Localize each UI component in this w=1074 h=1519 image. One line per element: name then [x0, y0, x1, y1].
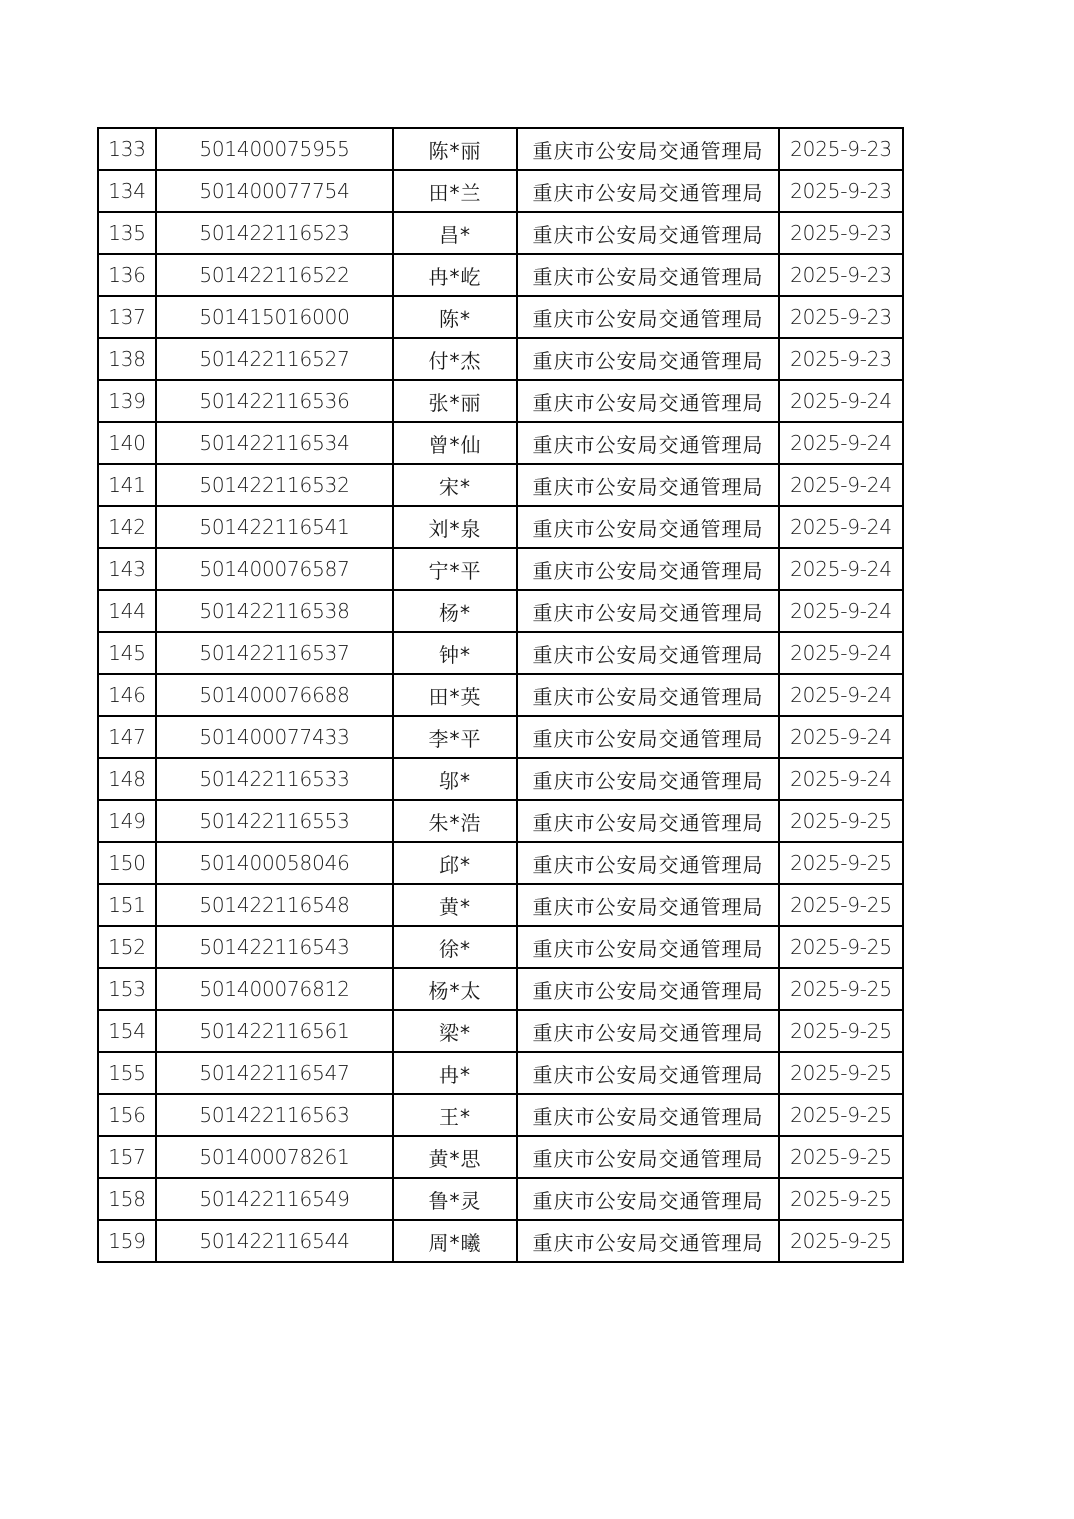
record-id-cell: 501400076587 — [156, 548, 393, 590]
record-number-cell: 152 — [98, 926, 156, 968]
record-name-cell: 梁* — [393, 1010, 517, 1052]
record-org-cell: 重庆市公安局交通管理局 — [517, 1220, 779, 1262]
record-org-cell: 重庆市公安局交通管理局 — [517, 1010, 779, 1052]
record-org-cell: 重庆市公安局交通管理局 — [517, 842, 779, 884]
record-id-cell: 501400076688 — [156, 674, 393, 716]
record-date-cell: 2025-9-25 — [779, 1220, 903, 1262]
record-org-cell: 重庆市公安局交通管理局 — [517, 128, 779, 170]
record-id-cell: 501400078261 — [156, 1136, 393, 1178]
table-row — [98, 1052, 903, 1094]
table-row — [98, 674, 903, 716]
table-row — [98, 506, 903, 548]
record-id-cell: 501422116548 — [156, 884, 393, 926]
record-name-cell: 田*英 — [393, 674, 517, 716]
record-name-cell: 陈*丽 — [393, 128, 517, 170]
record-date-cell: 2025-9-24 — [779, 590, 903, 632]
table-row — [98, 380, 903, 422]
record-org-cell: 重庆市公安局交通管理局 — [517, 338, 779, 380]
record-org-cell: 重庆市公安局交通管理局 — [517, 464, 779, 506]
record-name-cell: 冉*屹 — [393, 254, 517, 296]
record-number-cell: 151 — [98, 884, 156, 926]
table-row — [98, 1178, 903, 1220]
record-name-cell: 徐* — [393, 926, 517, 968]
record-number-cell: 136 — [98, 254, 156, 296]
table-row — [98, 716, 903, 758]
table-row — [98, 590, 903, 632]
record-name-cell: 刘*泉 — [393, 506, 517, 548]
record-number-cell: 153 — [98, 968, 156, 1010]
record-id-cell: 501422116537 — [156, 632, 393, 674]
record-name-cell: 李*平 — [393, 716, 517, 758]
table-row — [98, 800, 903, 842]
record-number-cell: 146 — [98, 674, 156, 716]
table-row — [98, 758, 903, 800]
record-date-cell: 2025-9-25 — [779, 800, 903, 842]
record-number-cell: 144 — [98, 590, 156, 632]
record-number-cell: 135 — [98, 212, 156, 254]
record-number-cell: 159 — [98, 1220, 156, 1262]
record-date-cell: 2025-9-24 — [779, 716, 903, 758]
record-org-cell: 重庆市公安局交通管理局 — [517, 758, 779, 800]
record-id-cell: 501422116553 — [156, 800, 393, 842]
record-id-cell: 501422116532 — [156, 464, 393, 506]
record-id-cell: 501415016000 — [156, 296, 393, 338]
record-id-cell: 501400077754 — [156, 170, 393, 212]
record-number-cell: 141 — [98, 464, 156, 506]
record-org-cell: 重庆市公安局交通管理局 — [517, 212, 779, 254]
record-number-cell: 137 — [98, 296, 156, 338]
record-date-cell: 2025-9-25 — [779, 1094, 903, 1136]
records-table — [97, 127, 904, 1263]
table-row — [98, 884, 903, 926]
record-date-cell: 2025-9-24 — [779, 758, 903, 800]
record-name-cell: 周*曦 — [393, 1220, 517, 1262]
record-id-cell: 501400058046 — [156, 842, 393, 884]
record-org-cell: 重庆市公安局交通管理局 — [517, 380, 779, 422]
record-number-cell: 155 — [98, 1052, 156, 1094]
record-name-cell: 邱* — [393, 842, 517, 884]
record-org-cell: 重庆市公安局交通管理局 — [517, 170, 779, 212]
record-org-cell: 重庆市公安局交通管理局 — [517, 1178, 779, 1220]
table-row — [98, 1136, 903, 1178]
record-number-cell: 148 — [98, 758, 156, 800]
record-number-cell: 143 — [98, 548, 156, 590]
record-id-cell: 501422116523 — [156, 212, 393, 254]
record-number-cell: 140 — [98, 422, 156, 464]
table-row — [98, 464, 903, 506]
table-row — [98, 254, 903, 296]
table-row — [98, 548, 903, 590]
record-number-cell: 145 — [98, 632, 156, 674]
record-date-cell: 2025-9-24 — [779, 632, 903, 674]
record-org-cell: 重庆市公安局交通管理局 — [517, 632, 779, 674]
record-number-cell: 150 — [98, 842, 156, 884]
record-date-cell: 2025-9-24 — [779, 548, 903, 590]
record-date-cell: 2025-9-24 — [779, 674, 903, 716]
record-id-cell: 501422116527 — [156, 338, 393, 380]
record-number-cell: 133 — [98, 128, 156, 170]
table-row — [98, 968, 903, 1010]
record-id-cell: 501422116547 — [156, 1052, 393, 1094]
record-name-cell: 邬* — [393, 758, 517, 800]
record-id-cell: 501422116563 — [156, 1094, 393, 1136]
record-id-cell: 501400075955 — [156, 128, 393, 170]
record-org-cell: 重庆市公安局交通管理局 — [517, 1052, 779, 1094]
record-date-cell: 2025-9-24 — [779, 506, 903, 548]
record-number-cell: 149 — [98, 800, 156, 842]
record-id-cell: 501422116549 — [156, 1178, 393, 1220]
record-date-cell: 2025-9-25 — [779, 1178, 903, 1220]
table-row — [98, 842, 903, 884]
record-number-cell: 158 — [98, 1178, 156, 1220]
table-row — [98, 1094, 903, 1136]
record-date-cell: 2025-9-23 — [779, 254, 903, 296]
record-name-cell: 鲁*灵 — [393, 1178, 517, 1220]
record-number-cell: 157 — [98, 1136, 156, 1178]
record-org-cell: 重庆市公安局交通管理局 — [517, 1094, 779, 1136]
record-date-cell: 2025-9-24 — [779, 464, 903, 506]
record-name-cell: 钟* — [393, 632, 517, 674]
record-id-cell: 501422116544 — [156, 1220, 393, 1262]
record-name-cell: 杨* — [393, 590, 517, 632]
record-org-cell: 重庆市公安局交通管理局 — [517, 716, 779, 758]
record-id-cell: 501400076812 — [156, 968, 393, 1010]
record-org-cell: 重庆市公安局交通管理局 — [517, 884, 779, 926]
record-org-cell: 重庆市公安局交通管理局 — [517, 926, 779, 968]
record-number-cell: 134 — [98, 170, 156, 212]
record-name-cell: 曾*仙 — [393, 422, 517, 464]
record-date-cell: 2025-9-23 — [779, 212, 903, 254]
record-name-cell: 付*杰 — [393, 338, 517, 380]
table-row — [98, 338, 903, 380]
record-date-cell: 2025-9-24 — [779, 380, 903, 422]
record-id-cell: 501400077433 — [156, 716, 393, 758]
record-date-cell: 2025-9-25 — [779, 1136, 903, 1178]
record-id-cell: 501422116533 — [156, 758, 393, 800]
record-name-cell: 冉* — [393, 1052, 517, 1094]
record-date-cell: 2025-9-23 — [779, 338, 903, 380]
record-name-cell: 田*兰 — [393, 170, 517, 212]
record-number-cell: 156 — [98, 1094, 156, 1136]
records-table-body — [98, 128, 903, 1262]
record-number-cell: 142 — [98, 506, 156, 548]
record-org-cell: 重庆市公安局交通管理局 — [517, 254, 779, 296]
table-row — [98, 296, 903, 338]
record-date-cell: 2025-9-25 — [779, 1010, 903, 1052]
record-org-cell: 重庆市公安局交通管理局 — [517, 422, 779, 464]
record-org-cell: 重庆市公安局交通管理局 — [517, 548, 779, 590]
record-name-cell: 张*丽 — [393, 380, 517, 422]
table-row — [98, 422, 903, 464]
record-date-cell: 2025-9-23 — [779, 170, 903, 212]
record-org-cell: 重庆市公安局交通管理局 — [517, 674, 779, 716]
table-row — [98, 1010, 903, 1052]
record-name-cell: 杨*太 — [393, 968, 517, 1010]
record-org-cell: 重庆市公安局交通管理局 — [517, 968, 779, 1010]
record-number-cell: 147 — [98, 716, 156, 758]
record-org-cell: 重庆市公安局交通管理局 — [517, 296, 779, 338]
record-id-cell: 501422116538 — [156, 590, 393, 632]
record-org-cell: 重庆市公安局交通管理局 — [517, 1136, 779, 1178]
record-name-cell: 昌* — [393, 212, 517, 254]
record-date-cell: 2025-9-23 — [779, 296, 903, 338]
record-date-cell: 2025-9-25 — [779, 1052, 903, 1094]
record-name-cell: 王* — [393, 1094, 517, 1136]
record-id-cell: 501422116536 — [156, 380, 393, 422]
record-id-cell: 501422116522 — [156, 254, 393, 296]
record-name-cell: 宁*平 — [393, 548, 517, 590]
record-date-cell: 2025-9-24 — [779, 422, 903, 464]
table-row — [98, 1220, 903, 1262]
table-row — [98, 926, 903, 968]
table-row — [98, 632, 903, 674]
record-id-cell: 501422116561 — [156, 1010, 393, 1052]
record-id-cell: 501422116534 — [156, 422, 393, 464]
record-name-cell: 黄* — [393, 884, 517, 926]
record-number-cell: 139 — [98, 380, 156, 422]
table-row — [98, 212, 903, 254]
record-number-cell: 154 — [98, 1010, 156, 1052]
table-row — [98, 170, 903, 212]
record-number-cell: 138 — [98, 338, 156, 380]
record-date-cell: 2025-9-25 — [779, 842, 903, 884]
record-name-cell: 宋* — [393, 464, 517, 506]
record-date-cell: 2025-9-25 — [779, 926, 903, 968]
record-org-cell: 重庆市公安局交通管理局 — [517, 800, 779, 842]
table-row — [98, 128, 903, 170]
record-id-cell: 501422116543 — [156, 926, 393, 968]
record-date-cell: 2025-9-25 — [779, 884, 903, 926]
record-name-cell: 朱*浩 — [393, 800, 517, 842]
record-org-cell: 重庆市公安局交通管理局 — [517, 506, 779, 548]
record-name-cell: 黄*思 — [393, 1136, 517, 1178]
record-id-cell: 501422116541 — [156, 506, 393, 548]
record-date-cell: 2025-9-25 — [779, 968, 903, 1010]
record-name-cell: 陈* — [393, 296, 517, 338]
record-org-cell: 重庆市公安局交通管理局 — [517, 590, 779, 632]
record-date-cell: 2025-9-23 — [779, 128, 903, 170]
